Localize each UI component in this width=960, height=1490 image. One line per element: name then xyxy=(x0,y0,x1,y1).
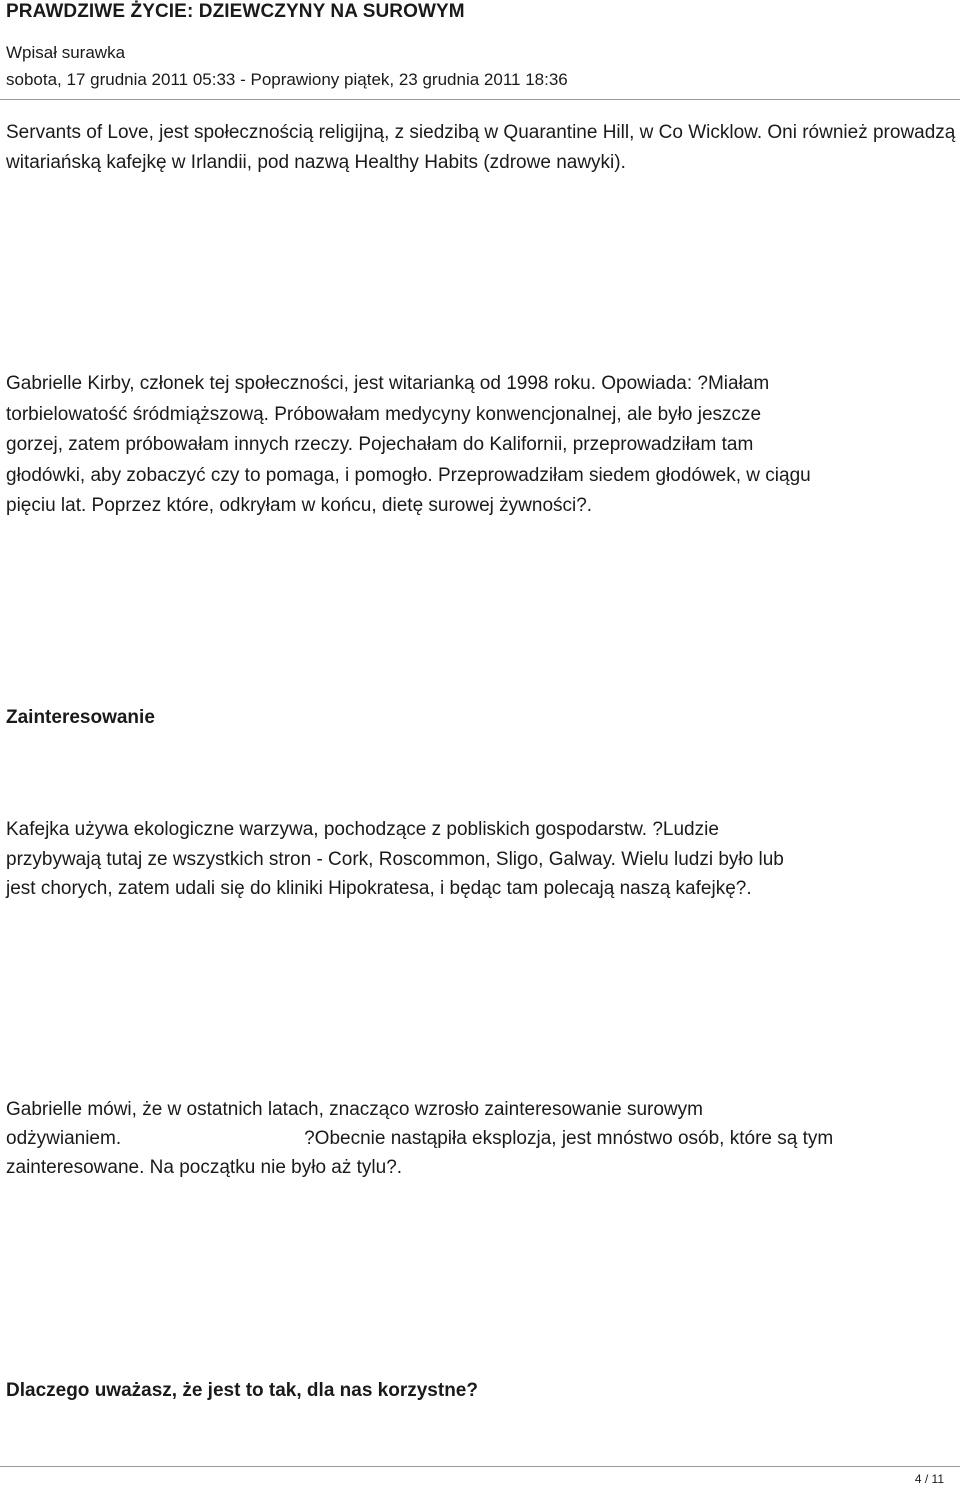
paragraph-line xyxy=(6,1124,956,1153)
paragraph-fragment: ?Obecnie nastąpiła eksplozja, jest mnóstwo osób, które są tym xyxy=(304,1128,834,1149)
section-heading-zainteresowanie: Zainteresowanie xyxy=(6,707,155,728)
paragraph-line: zainteresowane. Na początku nie było aż tylu?. xyxy=(6,1157,403,1178)
paragraph-line: gorzej, zatem próbowałam innych rzeczy. Pojechałam do Kalifornii, przeprowadziłam tam xyxy=(6,434,754,455)
paragraph-intro: Servants of Love, jest społecznością religijną, z siedzibą w Quarantine Hill, w Co Wicklow. Oni również prowadzą witariańską kafejkę w Irlandii, pod nazwą Healthy Habits (zdrowe nawyki). xyxy=(6,122,956,173)
paragraph-line: torbielowatość śródmiąższową. Próbowałam medycyny konwencjonalnej, ale było jeszcze xyxy=(6,403,762,425)
author-line: Wpisał surawka xyxy=(6,43,126,62)
footer-divider xyxy=(0,1466,960,1467)
paragraph-kafejka xyxy=(6,815,956,904)
paragraph-line: jest chorych, zatem udali się do kliniki Hipokratesa, i będąc tam polecają naszą kafejkę?. xyxy=(6,878,752,899)
paragraph-line: Gabrielle mówi, że w ostatnich latach, znacząco wzrosło zainteresowanie surowym xyxy=(6,1099,703,1120)
paragraph-line: Kafejka używa ekologiczne warzywa, pochodzące z pobliskich gospodarstw. ?Ludzie xyxy=(6,819,719,840)
date-line: sobota, 17 grudnia 2011 05:33 - Poprawiony piątek, 23 grudnia 2011 18:36 xyxy=(6,70,568,89)
section-heading-question: Dlaczego uważasz, że jest to tak, dla nas korzystne? xyxy=(6,1380,478,1401)
paragraph-line: pięciu lat. Poprzez które, odkryłam w końcu, dietę surowej żywności?. xyxy=(6,495,593,516)
paragraph-trend xyxy=(6,1095,956,1182)
page-number: 4 / 11 xyxy=(914,1472,944,1486)
document-title: PRAWDZIWE ŻYCIE: DZIEWCZYNY NA SUROWYM xyxy=(6,1,465,22)
paragraph-fragment: odżywianiem. xyxy=(6,1128,122,1149)
header-divider xyxy=(0,99,960,100)
paragraph-line: przybywają tutaj ze wszystkich stron - Cork, Roscommon, Sligo, Galway. Wielu ludzi było lub xyxy=(6,848,784,870)
paragraph-line: głodówki, aby zobaczyć czy to pomaga, i pomogło. Przeprowadziłam siedem głodówek, w ciągu xyxy=(6,464,811,486)
paragraph-line: Gabrielle Kirby, członek tej społeczności, jest witarianką od 1998 roku. Opowiada: ?Miałam xyxy=(6,373,770,394)
paragraph-gabrielle xyxy=(6,369,956,522)
